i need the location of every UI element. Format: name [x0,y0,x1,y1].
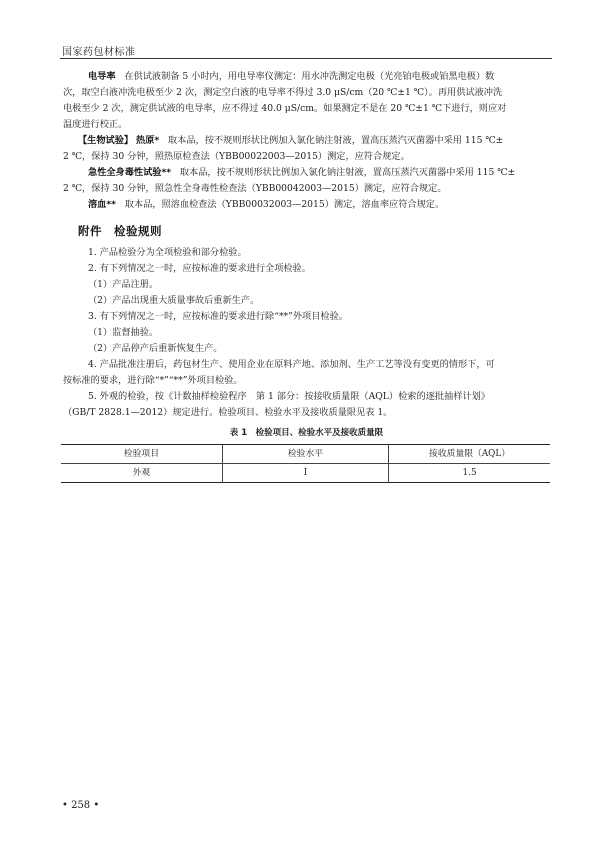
annex-heading [78,223,550,239]
rule-item: （GB/T 2828.1—2012）规定进行。检验项目、检验水平及接收质量限见表 1。 [63,407,393,418]
bio-test-cont-1: 2 ℃，保持 30 分钟，照热原检查法（YBB00022003—2015）测定，应符合规定。 [63,151,410,162]
conductivity-term: 电导率 [88,71,116,82]
conductivity-text: 在供试液制备 5 小时内，用电导率仪测定：用水冲洗测定电极（光亮铂电极或铂黑电极）数 [124,71,495,82]
rule-item: （1）监督抽验。 [88,327,159,338]
rule-item: （1）产品注册。 [88,279,159,290]
acute-toxicity-text: 取本品，按不规则形状比例加入氯化钠注射液，置高压蒸汽灭菌器中采用 115 ℃± [179,167,516,178]
acute-toxicity-term: 急性全身毒性试验** [88,167,172,178]
bio-test-term: 【生物试验】 [78,135,134,146]
bio-test-text: 取本品，按不规则形状比例加入氯化钠注射液，置高压蒸汽灭菌器中采用 115 ℃± [168,135,504,146]
document-body [63,69,550,483]
table-cell: 外观 [132,468,151,478]
column-header: 检验项目 [123,449,160,459]
inspection-table [61,444,550,483]
conductivity-cont-3: 温度进行校正。 [63,119,128,130]
table-cell: 1.5 [389,464,550,483]
pyrogen-term: 热原* [136,135,160,146]
conductivity-cont-1: 次，取空白液冲洗电极至少 2 次，测定空白液的电导率不得过 3.0 μS/cm（20 ℃±1 ℃）。再用供试液冲洗 [63,87,503,98]
column-header: 接收质量限（AQL） [389,445,550,464]
rule-item: （2）产品停产后重新恢复生产。 [88,343,223,354]
table-header-row [61,445,550,464]
rule-item: 2. 有下列情况之一时，应按标准的要求进行全项检验。 [88,263,311,274]
rule-item: 1. 产品检验分为全项检验和部分检验。 [88,247,247,258]
rule-item: （2）产品出现重大质量事故后重新生产。 [88,295,260,306]
hemolysis-term: 溶血** [88,199,116,210]
annex-label: 附件 [78,224,102,238]
hemolysis-text: 取本品，照溶血检查法（YBB00032003—2015）测定，溶血率应符合规定。 [124,199,445,210]
running-header: 国家药包材标准 [62,47,136,58]
rule-item: 3. 有下列情况之一时，应按标准的要求进行除“**”外项目检验。 [88,311,348,322]
header-rule [60,58,552,59]
rule-item: 4. 产品批准注册后，药包材生产、使用企业在原料产地、添加剂、生产工艺等没有变更的情形下，可 [88,359,495,370]
page-number: • 258 • [62,800,100,811]
acute-toxicity-paragraph [88,165,550,181]
rule-item: 按标准的要求，进行除“*”“**”外项目检验。 [63,375,243,386]
rule-item: 5. 外观的检验，按《计数抽样检验程序 第 1 部分：按接收质量限（AQL）检索的逐批抽样计划》 [88,391,490,402]
acute-toxicity-cont-1: 2 ℃，保持 30 分钟，照急性全身毒性检查法（YBB00042003—2015）测定，应符合规定。 [63,183,447,194]
table-caption: 表 1 检验项目、检验水平及接收质量限 [229,428,384,438]
bio-test-paragraph [78,133,550,149]
conductivity-cont-2: 电极至少 2 次，测定供试液的电导率，应不得过 40.0 μS/cm。如果测定不是在 20 ℃±1 ℃下进行，则应对 [63,103,507,114]
hemolysis-paragraph [88,197,550,213]
conductivity-paragraph [88,69,550,85]
table-row [61,464,550,483]
table-cell: Ⅰ [222,464,388,483]
column-header: 检验水平 [222,445,388,464]
annex-title: 检验规则 [114,224,162,238]
